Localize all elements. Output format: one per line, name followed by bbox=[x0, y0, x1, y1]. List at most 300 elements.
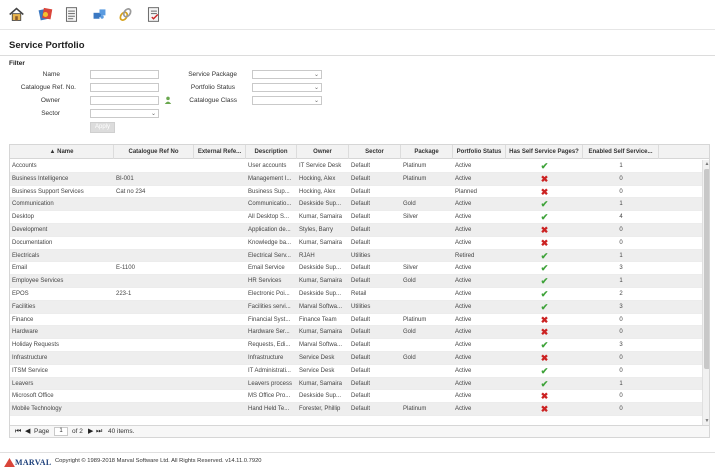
cell-portfolio-status: Active bbox=[455, 316, 472, 323]
cell-owner: Finance Team bbox=[299, 316, 337, 323]
grid-body bbox=[10, 160, 702, 425]
cell-description: HR Services bbox=[248, 278, 282, 285]
table-row[interactable] bbox=[10, 211, 702, 224]
cell-owner: Hocking, Alex bbox=[299, 175, 336, 182]
cell-description: Knowledge ba... bbox=[248, 239, 292, 246]
table-row[interactable] bbox=[10, 314, 702, 327]
chevron-down-icon: ⌄ bbox=[150, 111, 156, 117]
cell-portfolio-status: Active bbox=[455, 290, 472, 297]
cell-portfolio-status: Active bbox=[455, 380, 472, 387]
cell-enabled-self-service: 0 bbox=[619, 354, 623, 361]
catalogue-ref-input[interactable] bbox=[90, 83, 159, 92]
cell-package bbox=[401, 224, 453, 237]
cell-enabled-self-service: 0 bbox=[619, 188, 623, 195]
cross-icon: ✖ bbox=[540, 352, 549, 363]
cell-package bbox=[401, 186, 453, 199]
cell-self-service-pages bbox=[506, 275, 583, 288]
cell-package: Silver bbox=[403, 214, 419, 221]
cell-description: Leavers process bbox=[248, 380, 293, 387]
cell-external-ref bbox=[194, 262, 246, 275]
cell-portfolio-status: Retired bbox=[455, 252, 475, 259]
cell-external-ref bbox=[194, 403, 246, 416]
cell-external-ref bbox=[194, 378, 246, 391]
cell-catalogue-ref bbox=[114, 198, 194, 211]
check-icon: ✔ bbox=[540, 263, 549, 274]
cell-description: Email Service bbox=[248, 265, 285, 272]
cell-description: Hardware Ser... bbox=[248, 329, 290, 336]
column-header-enabled-self-service[interactable]: Enabled Self Service... bbox=[583, 145, 659, 159]
cell-portfolio-status: Active bbox=[455, 329, 472, 336]
cell-owner: Marval Softwa... bbox=[299, 303, 343, 310]
cell-description: Financial Syst... bbox=[248, 316, 291, 323]
cell-enabled-self-service: 0 bbox=[619, 239, 623, 246]
cross-icon: ✖ bbox=[540, 173, 549, 184]
top-toolbar bbox=[0, 0, 715, 30]
sector-label: Sector bbox=[41, 110, 60, 117]
cell-package bbox=[401, 339, 453, 352]
home-icon[interactable] bbox=[7, 5, 26, 24]
cell-package: Platinum bbox=[403, 163, 427, 169]
cross-icon: ✖ bbox=[540, 224, 549, 235]
cell-external-ref bbox=[194, 173, 246, 186]
cell-catalogue-ref: Cat no 234 bbox=[116, 188, 146, 195]
column-header-portfolio-status[interactable]: Portfolio Status bbox=[453, 145, 506, 159]
user-picker-icon[interactable] bbox=[164, 96, 172, 104]
cell-enabled-self-service: 2 bbox=[619, 290, 623, 297]
service-package-label: Service Package bbox=[188, 71, 237, 78]
cell-catalogue-ref bbox=[114, 250, 194, 263]
cell-package: Gold bbox=[403, 278, 416, 285]
cell-enabled-self-service: 1 bbox=[619, 252, 623, 259]
cell-owner: Deskside Sup... bbox=[299, 290, 342, 297]
pager bbox=[9, 426, 710, 438]
copyright-text: Copyright © 1989-2018 Marval Software Ltd. All Rights Reserved. v14.11.0.7920 bbox=[55, 458, 262, 464]
cell-owner: RJAH bbox=[299, 252, 315, 259]
cell-sector: Default bbox=[351, 367, 371, 374]
cell-description: Communicatio... bbox=[248, 201, 292, 208]
cell-self-service-pages bbox=[506, 186, 583, 199]
filter-title: Filter bbox=[9, 60, 25, 67]
cell-self-service-pages bbox=[506, 378, 583, 391]
portfolio-status-label: Portfolio Status bbox=[190, 84, 235, 91]
cell-description: MS Office Pro... bbox=[248, 393, 291, 400]
cell-sector: Default bbox=[351, 406, 371, 413]
cell-sector: Default bbox=[351, 354, 371, 361]
cell-sector: Default bbox=[351, 393, 371, 400]
cell-portfolio-status: Active bbox=[455, 406, 472, 413]
cell-portfolio-status: Active bbox=[455, 367, 472, 374]
cell-external-ref bbox=[194, 224, 246, 237]
cell-sector: Default bbox=[351, 380, 371, 387]
cell-name: Infrastructure bbox=[12, 354, 48, 361]
cell-description: User accounts bbox=[248, 163, 287, 169]
cell-sector: Default bbox=[351, 239, 371, 246]
scroll-up-icon[interactable]: ▲ bbox=[704, 161, 710, 167]
cell-name: EPOS bbox=[12, 290, 29, 297]
cell-enabled-self-service: 0 bbox=[619, 406, 623, 413]
catalogue-ref-label: Catalogue Ref. No. bbox=[20, 84, 76, 91]
title-divider bbox=[0, 55, 715, 56]
cell-owner: Kumar, Samaira bbox=[299, 380, 343, 387]
cell-catalogue-ref bbox=[114, 301, 194, 314]
cell-enabled-self-service: 1 bbox=[619, 278, 623, 285]
chevron-down-icon: ⌄ bbox=[313, 85, 319, 91]
cell-self-service-pages bbox=[506, 198, 583, 211]
column-header-owner[interactable]: Owner bbox=[297, 145, 349, 159]
check-icon: ✔ bbox=[540, 340, 549, 351]
table-row[interactable] bbox=[10, 378, 702, 391]
cell-catalogue-ref bbox=[114, 224, 194, 237]
cell-self-service-pages bbox=[506, 314, 583, 327]
cell-external-ref bbox=[194, 275, 246, 288]
portfolio-status-select[interactable] bbox=[252, 83, 322, 92]
cross-icon: ✖ bbox=[540, 237, 549, 248]
cell-package bbox=[401, 250, 453, 263]
cell-description: All Desktop S... bbox=[248, 214, 290, 221]
page-number-input[interactable]: 1 bbox=[54, 427, 68, 436]
cell-package bbox=[401, 237, 453, 250]
cell-enabled-self-service: 4 bbox=[619, 214, 623, 221]
cell-external-ref bbox=[194, 352, 246, 365]
cell-name: Holiday Requests bbox=[12, 342, 60, 349]
cell-name: Electricals bbox=[12, 252, 40, 259]
table-row[interactable] bbox=[10, 339, 702, 352]
cell-package bbox=[401, 301, 453, 314]
cell-self-service-pages bbox=[506, 403, 583, 416]
cell-sector: Utilities bbox=[351, 252, 371, 259]
chevron-down-icon: ⌄ bbox=[313, 72, 319, 78]
chevron-down-icon: ⌄ bbox=[313, 98, 319, 104]
cell-self-service-pages bbox=[506, 160, 583, 173]
cell-name: Mobile Technology bbox=[12, 406, 62, 413]
cell-description: Facilities servi... bbox=[248, 303, 291, 310]
cell-portfolio-status: Active bbox=[455, 201, 472, 208]
cell-sector: Default bbox=[351, 278, 371, 285]
column-header-description[interactable]: Description bbox=[246, 145, 297, 159]
table-row[interactable] bbox=[10, 326, 702, 339]
cell-enabled-self-service: 0 bbox=[619, 175, 623, 182]
cross-icon: ✖ bbox=[540, 186, 549, 197]
cell-owner: Deskside Sup... bbox=[299, 393, 342, 400]
cell-catalogue-ref bbox=[114, 365, 194, 378]
cross-icon: ✖ bbox=[540, 327, 549, 338]
cell-enabled-self-service: 0 bbox=[619, 226, 623, 233]
cell-external-ref bbox=[194, 211, 246, 224]
cell-owner: Forester, Phillip bbox=[299, 406, 341, 413]
cell-name: Business Support Services bbox=[12, 188, 84, 195]
cell-package: Gold bbox=[403, 329, 416, 336]
footer bbox=[0, 452, 715, 470]
column-header-self-service-pages[interactable]: Has Self Service Pages? bbox=[506, 145, 583, 159]
table-row[interactable] bbox=[10, 390, 702, 403]
table-row[interactable] bbox=[10, 160, 702, 173]
table-row[interactable] bbox=[10, 365, 702, 378]
cell-portfolio-status: Active bbox=[455, 278, 472, 285]
check-icon: ✔ bbox=[540, 212, 549, 223]
table-row[interactable] bbox=[10, 173, 702, 186]
page-title: Service Portfolio bbox=[9, 40, 85, 51]
cell-self-service-pages bbox=[506, 262, 583, 275]
cell-external-ref bbox=[194, 390, 246, 403]
service-package-select[interactable] bbox=[252, 70, 322, 79]
cell-description: Infrastructure bbox=[248, 354, 284, 361]
cell-package: Gold bbox=[403, 354, 416, 361]
table-row[interactable] bbox=[10, 301, 702, 314]
cell-external-ref bbox=[194, 365, 246, 378]
cell-package: Platinum bbox=[403, 175, 427, 182]
cell-external-ref bbox=[194, 314, 246, 327]
cell-self-service-pages bbox=[506, 352, 583, 365]
catalogue-class-select[interactable] bbox=[252, 96, 322, 105]
cell-catalogue-ref bbox=[114, 314, 194, 327]
cell-sector: Default bbox=[351, 175, 371, 182]
cell-sector: Default bbox=[351, 163, 371, 169]
table-row[interactable] bbox=[10, 352, 702, 365]
cell-self-service-pages bbox=[506, 301, 583, 314]
owner-label: Owner bbox=[40, 97, 60, 104]
table-row[interactable] bbox=[10, 250, 702, 263]
cell-external-ref bbox=[194, 198, 246, 211]
page-count-label: of 2 bbox=[72, 428, 83, 435]
vertical-scrollbar[interactable] bbox=[702, 160, 710, 425]
cell-owner: Kumar, Samaira bbox=[299, 329, 343, 336]
cell-owner: Service Desk bbox=[299, 354, 335, 361]
table-row[interactable] bbox=[10, 288, 702, 301]
cell-name: Leavers bbox=[12, 380, 34, 387]
cell-self-service-pages bbox=[506, 224, 583, 237]
cell-package: Platinum bbox=[403, 316, 427, 323]
cell-self-service-pages bbox=[506, 211, 583, 224]
cell-enabled-self-service: 3 bbox=[619, 303, 623, 310]
cell-package bbox=[401, 378, 453, 391]
first-page-icon[interactable]: ⏮ bbox=[15, 428, 22, 435]
cell-portfolio-status: Planned bbox=[455, 188, 478, 195]
cell-catalogue-ref bbox=[114, 403, 194, 416]
cell-sector: Utilities bbox=[351, 303, 371, 310]
check-icon: ✔ bbox=[540, 301, 549, 312]
cell-package bbox=[401, 365, 453, 378]
cell-name: Desktop bbox=[12, 214, 35, 221]
cell-name: Microsoft Office bbox=[12, 393, 54, 400]
cell-name: Hardware bbox=[12, 329, 39, 336]
cell-enabled-self-service: 0 bbox=[619, 393, 623, 400]
cell-owner: Marval Softwa... bbox=[299, 342, 343, 349]
cell-name: Documentation bbox=[12, 239, 53, 246]
cross-icon: ✖ bbox=[540, 404, 549, 415]
cell-description: IT Administrati... bbox=[248, 367, 291, 374]
table-row[interactable] bbox=[10, 403, 702, 416]
link-icon[interactable] bbox=[116, 5, 135, 24]
owner-input[interactable] bbox=[90, 96, 159, 105]
cell-portfolio-status: Active bbox=[455, 303, 472, 310]
table-row[interactable] bbox=[10, 237, 702, 250]
cell-portfolio-status: Active bbox=[455, 214, 472, 221]
cell-name: Accounts bbox=[12, 163, 37, 169]
scroll-down-icon[interactable]: ▼ bbox=[704, 418, 710, 424]
column-header-external-ref[interactable]: External Refe... bbox=[194, 145, 246, 159]
cell-name: Employee Services bbox=[12, 278, 64, 285]
cell-name: Communication bbox=[12, 201, 54, 208]
cell-self-service-pages bbox=[506, 390, 583, 403]
check-icon: ✔ bbox=[540, 161, 549, 171]
table-row[interactable] bbox=[10, 262, 702, 275]
column-header-name[interactable]: ▲ Name bbox=[10, 145, 114, 159]
cell-enabled-self-service: 1 bbox=[619, 201, 623, 208]
cell-external-ref bbox=[194, 339, 246, 352]
cell-external-ref bbox=[194, 326, 246, 339]
cell-owner: Kumar, Samaira bbox=[299, 214, 343, 221]
cell-description: Business Sup... bbox=[248, 188, 290, 195]
checklist-icon[interactable] bbox=[144, 5, 163, 24]
apply-button[interactable]: Apply bbox=[90, 122, 115, 133]
cell-name: Facilities bbox=[12, 303, 36, 310]
cell-name: ITSM Service bbox=[12, 367, 49, 374]
cell-sector: Default bbox=[351, 316, 371, 323]
table-row[interactable] bbox=[10, 224, 702, 237]
cell-portfolio-status: Active bbox=[455, 354, 472, 361]
page-label: Page bbox=[34, 428, 50, 435]
cell-external-ref bbox=[194, 160, 246, 173]
check-icon: ✔ bbox=[540, 378, 549, 389]
cell-self-service-pages bbox=[506, 250, 583, 263]
column-header-catalogue-ref[interactable]: Catalogue Ref No bbox=[114, 145, 194, 159]
cell-catalogue-ref bbox=[114, 237, 194, 250]
name-input[interactable] bbox=[90, 70, 159, 79]
cell-self-service-pages bbox=[506, 237, 583, 250]
cell-enabled-self-service: 3 bbox=[619, 342, 623, 349]
cell-owner: Service Desk bbox=[299, 367, 335, 374]
cell-enabled-self-service: 3 bbox=[619, 265, 623, 272]
cell-name: Development bbox=[12, 226, 48, 233]
column-header-sector[interactable]: Sector bbox=[349, 145, 401, 159]
items-count: 40 items. bbox=[108, 428, 135, 435]
cell-catalogue-ref: E-1100 bbox=[116, 265, 135, 272]
prev-page-icon[interactable]: ◀ bbox=[25, 428, 31, 435]
marval-logo: MARVAL bbox=[4, 456, 51, 468]
cell-owner: Kumar, Samaira bbox=[299, 278, 343, 285]
cell-catalogue-ref: 223-1 bbox=[116, 290, 132, 297]
cell-description: Application de... bbox=[248, 226, 291, 233]
table-row[interactable] bbox=[10, 275, 702, 288]
cell-catalogue-ref bbox=[114, 275, 194, 288]
cell-description: Hand Held Te... bbox=[248, 406, 290, 413]
cell-catalogue-ref: BI-001 bbox=[116, 175, 134, 182]
cell-package: Silver bbox=[403, 265, 419, 272]
catalogue-class-label: Catalogue Class bbox=[189, 97, 237, 104]
catalogue-icon[interactable] bbox=[62, 5, 81, 24]
services-icon[interactable] bbox=[36, 5, 55, 24]
puzzle-icon[interactable] bbox=[90, 5, 109, 24]
cross-icon: ✖ bbox=[540, 391, 549, 402]
cell-package: Gold bbox=[403, 201, 416, 208]
cell-sector: Default bbox=[351, 201, 371, 208]
cell-catalogue-ref bbox=[114, 352, 194, 365]
grid-header bbox=[10, 145, 710, 159]
cell-portfolio-status: Active bbox=[455, 163, 472, 169]
cell-name: Email bbox=[12, 265, 28, 272]
cell-sector: Default bbox=[351, 329, 371, 336]
cell-external-ref bbox=[194, 186, 246, 199]
cell-portfolio-status: Active bbox=[455, 175, 472, 182]
cell-portfolio-status: Active bbox=[455, 393, 472, 400]
cell-name: Business Intelligence bbox=[12, 175, 69, 182]
cell-external-ref bbox=[194, 301, 246, 314]
check-icon: ✔ bbox=[540, 276, 549, 287]
next-page-icon[interactable]: ▶ bbox=[88, 428, 94, 435]
cell-sector: Default bbox=[351, 265, 371, 272]
cell-owner: IT Service Desk bbox=[299, 163, 342, 169]
cell-enabled-self-service: 0 bbox=[619, 329, 623, 336]
cell-owner: Kumar, Samaira bbox=[299, 239, 343, 246]
cell-package bbox=[401, 390, 453, 403]
cell-sector: Default bbox=[351, 226, 371, 233]
cell-portfolio-status: Active bbox=[455, 226, 472, 233]
scroll-thumb[interactable] bbox=[704, 169, 710, 369]
cell-portfolio-status: Active bbox=[455, 265, 472, 272]
cross-icon: ✖ bbox=[540, 314, 549, 325]
cell-name: Finance bbox=[12, 316, 34, 323]
cell-self-service-pages bbox=[506, 326, 583, 339]
column-header-package[interactable]: Package bbox=[401, 145, 453, 159]
cell-owner: Hocking, Alex bbox=[299, 188, 336, 195]
cell-enabled-self-service: 1 bbox=[619, 380, 623, 387]
service-grid bbox=[9, 144, 710, 426]
cell-self-service-pages bbox=[506, 173, 583, 186]
cell-portfolio-status: Active bbox=[455, 342, 472, 349]
cell-portfolio-status: Active bbox=[455, 239, 472, 246]
cell-description: Electronic Poi... bbox=[248, 290, 290, 297]
cell-owner: Deskside Sup... bbox=[299, 265, 342, 272]
check-icon: ✔ bbox=[540, 365, 549, 376]
cell-enabled-self-service: 0 bbox=[619, 316, 623, 323]
check-icon: ✔ bbox=[540, 199, 549, 210]
cell-package bbox=[401, 288, 453, 301]
cell-external-ref bbox=[194, 288, 246, 301]
cell-owner: Deskside Sup... bbox=[299, 201, 342, 208]
last-page-icon[interactable]: ⏭ bbox=[96, 428, 103, 435]
cell-catalogue-ref bbox=[114, 390, 194, 403]
logo-mark-icon bbox=[4, 458, 15, 467]
cell-catalogue-ref bbox=[114, 378, 194, 391]
name-label: Name bbox=[42, 71, 60, 78]
cell-catalogue-ref bbox=[114, 326, 194, 339]
cell-enabled-self-service: 0 bbox=[619, 367, 623, 374]
cell-owner: Styles, Barry bbox=[299, 226, 334, 233]
cell-self-service-pages bbox=[506, 339, 583, 352]
cell-sector: Default bbox=[351, 214, 371, 221]
table-row[interactable] bbox=[10, 186, 702, 199]
cell-catalogue-ref bbox=[114, 211, 194, 224]
table-row[interactable] bbox=[10, 198, 702, 211]
cell-package: Platinum bbox=[403, 406, 427, 413]
cell-description: Requests, Edi... bbox=[248, 342, 291, 349]
cell-enabled-self-service: 1 bbox=[619, 163, 623, 169]
cell-sector: Default bbox=[351, 342, 371, 349]
cell-external-ref bbox=[194, 237, 246, 250]
cell-catalogue-ref bbox=[114, 160, 194, 173]
cell-description: Electrical Serv... bbox=[248, 252, 291, 259]
cell-catalogue-ref bbox=[114, 339, 194, 352]
cell-self-service-pages bbox=[506, 365, 583, 378]
sector-select[interactable] bbox=[90, 109, 159, 118]
cell-description: Management I... bbox=[248, 175, 292, 182]
check-icon: ✔ bbox=[540, 288, 549, 299]
cell-external-ref bbox=[194, 250, 246, 263]
cell-sector: Retail bbox=[351, 290, 367, 297]
cell-self-service-pages bbox=[506, 288, 583, 301]
cell-sector: Default bbox=[351, 188, 371, 195]
check-icon: ✔ bbox=[540, 250, 549, 261]
